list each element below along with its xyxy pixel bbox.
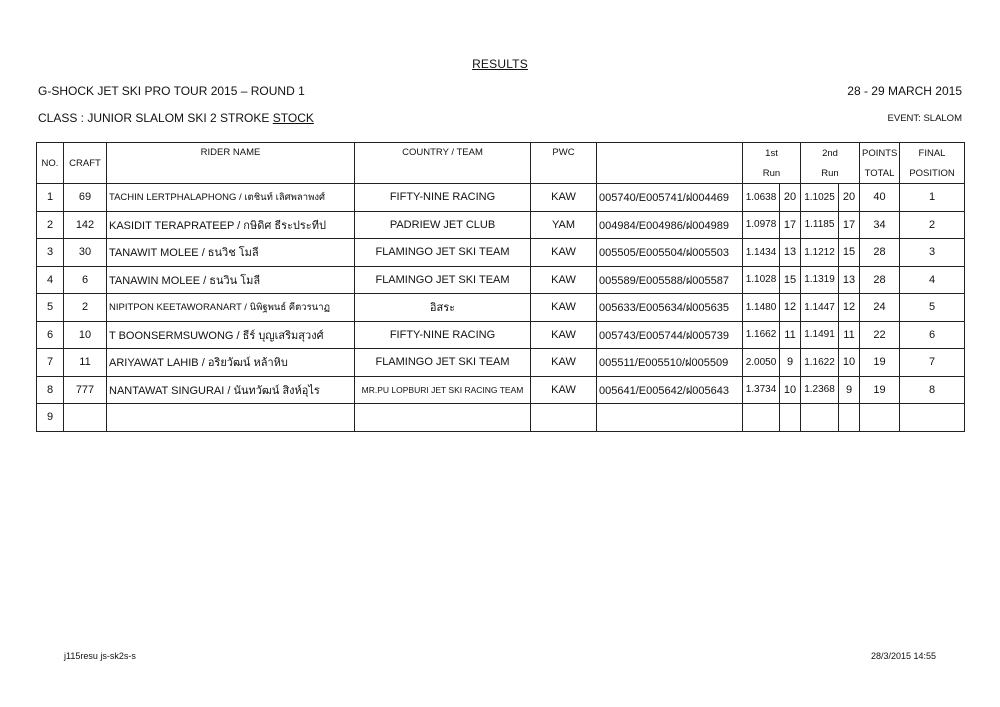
- pwc-brand: [531, 404, 597, 432]
- run1-time: 1.0638: [743, 184, 780, 212]
- page-title: RESULTS: [472, 57, 528, 71]
- header-no: NO.: [37, 143, 64, 184]
- header-final: FINAL: [900, 143, 965, 164]
- craft-number: 6: [64, 266, 107, 294]
- event-type: EVENT: SLALOM: [887, 113, 962, 124]
- registration-numbers: 005511/E005510/ฝ005509: [597, 349, 743, 377]
- header-craft: CRAFT: [64, 143, 107, 184]
- run2-points: 11: [839, 321, 860, 349]
- pwc-brand: KAW: [531, 321, 597, 349]
- pwc-brand: KAW: [531, 266, 597, 294]
- final-position: 1: [900, 184, 965, 212]
- rider-name: KASIDIT TERAPRATEEP / กษิดิศ ธีระประทีป: [107, 211, 355, 239]
- header-final-sub: POSITION: [900, 163, 965, 184]
- row-number: 8: [37, 376, 64, 404]
- table-row: [37, 294, 965, 322]
- pwc-brand: YAM: [531, 211, 597, 239]
- run1-points: 11: [780, 321, 801, 349]
- header-points-sub: TOTAL: [860, 163, 900, 184]
- craft-number: [64, 404, 107, 432]
- header-run2-sub: Run: [801, 163, 860, 184]
- points-total: 28: [860, 239, 900, 267]
- points-total: 40: [860, 184, 900, 212]
- points-total: 24: [860, 294, 900, 322]
- run2-points: 15: [839, 239, 860, 267]
- run2-time: [801, 404, 839, 432]
- header-pwc: PWC: [531, 143, 597, 184]
- footer-timestamp: 28/3/2015 14:55: [870, 651, 936, 661]
- run2-time: 1.2368: [801, 376, 839, 404]
- country-team: MR.PU LOPBURI JET SKI RACING TEAM: [355, 376, 531, 404]
- table-row: [37, 266, 965, 294]
- run2-points: 10: [839, 349, 860, 377]
- run1-points: 12: [780, 294, 801, 322]
- registration-numbers: 005633/E005634/ฝ005635: [597, 294, 743, 322]
- points-total: 22: [860, 321, 900, 349]
- final-position: 6: [900, 321, 965, 349]
- header-country-team: COUNTRY / TEAM: [355, 143, 531, 184]
- run1-time: 1.1480: [743, 294, 780, 322]
- final-position: 5: [900, 294, 965, 322]
- craft-number: 777: [64, 376, 107, 404]
- run1-points: 10: [780, 376, 801, 404]
- run1-points: [780, 404, 801, 432]
- craft-number: 30: [64, 239, 107, 267]
- registration-numbers: 005589/E005588/ฝ005587: [597, 266, 743, 294]
- country-team: [355, 404, 531, 432]
- run2-time: 1.1212: [801, 239, 839, 267]
- run1-points: 15: [780, 266, 801, 294]
- footer-file-code: j115resu js-sk2s-s: [64, 651, 136, 661]
- event-dates: 28 - 29 MARCH 2015: [847, 84, 962, 98]
- craft-number: 2: [64, 294, 107, 322]
- table-row: [37, 321, 965, 349]
- run2-time: 1.1185: [801, 211, 839, 239]
- row-number: 1: [37, 184, 64, 212]
- craft-number: 69: [64, 184, 107, 212]
- results-table: [36, 142, 965, 432]
- registration-numbers: 005740/E005741/ฝ004469: [597, 184, 743, 212]
- country-team: FLAMINGO JET SKI TEAM: [355, 266, 531, 294]
- run1-time: 1.1662: [743, 321, 780, 349]
- run1-points: 9: [780, 349, 801, 377]
- table-header: [37, 143, 965, 184]
- points-total: 34: [860, 211, 900, 239]
- run2-time: 1.1025: [801, 184, 839, 212]
- run2-time: 1.1622: [801, 349, 839, 377]
- run1-points: 17: [780, 211, 801, 239]
- run2-points: 17: [839, 211, 860, 239]
- run1-time: 1.1434: [743, 239, 780, 267]
- row-number: 9: [37, 404, 64, 432]
- table-row: [37, 239, 965, 267]
- run1-points: 13: [780, 239, 801, 267]
- event-name: G-SHOCK JET SKI PRO TOUR 2015 – ROUND 1: [38, 84, 305, 98]
- final-position: 3: [900, 239, 965, 267]
- run1-time: 1.0978: [743, 211, 780, 239]
- rider-name: T BOONSERMSUWONG / ธีร์ บุญเสริมสุวงศ์: [107, 321, 355, 349]
- header-run2: 2nd: [801, 143, 860, 164]
- registration-numbers: 005505/E005504/ฝ005503: [597, 239, 743, 267]
- run1-time: 2.0050: [743, 349, 780, 377]
- header-rider-name: RIDER NAME: [107, 143, 355, 184]
- table-row: [37, 404, 965, 432]
- rider-name: ARIYAWAT LAHIB / อริยวัฒน์ หล้าหิบ: [107, 349, 355, 377]
- craft-number: 10: [64, 321, 107, 349]
- run2-points: 20: [839, 184, 860, 212]
- pwc-brand: KAW: [531, 294, 597, 322]
- table-row: [37, 211, 965, 239]
- craft-number: 142: [64, 211, 107, 239]
- run1-time: 1.3734: [743, 376, 780, 404]
- pwc-brand: KAW: [531, 376, 597, 404]
- points-total: 19: [860, 349, 900, 377]
- rider-name: TANAWIN MOLEE / ธนวิน โมลี: [107, 266, 355, 294]
- rider-name: [107, 404, 355, 432]
- table-row: [37, 349, 965, 377]
- run2-time: 1.1319: [801, 266, 839, 294]
- header-run1: 1st: [743, 143, 801, 164]
- registration-numbers: 005641/E005642/ฝ005643: [597, 376, 743, 404]
- pwc-brand: KAW: [531, 239, 597, 267]
- run1-points: 20: [780, 184, 801, 212]
- registration-numbers: 005743/E005744/ฝ005739: [597, 321, 743, 349]
- table-row: [37, 376, 965, 404]
- craft-number: 11: [64, 349, 107, 377]
- country-team: PADRIEW JET CLUB: [355, 211, 531, 239]
- run2-points: 9: [839, 376, 860, 404]
- registration-numbers: 004984/E004986/ฝ004989: [597, 211, 743, 239]
- rider-name: TANAWIT MOLEE / ธนวิช โมลี: [107, 239, 355, 267]
- country-team: FIFTY-NINE RACING: [355, 321, 531, 349]
- run2-time: 1.1491: [801, 321, 839, 349]
- rider-name: NANTAWAT SINGURAI / นันทวัฒน์ สิงห์อุไร: [107, 376, 355, 404]
- row-number: 2: [37, 211, 64, 239]
- pwc-brand: KAW: [531, 349, 597, 377]
- final-position: 7: [900, 349, 965, 377]
- table-body: [37, 184, 965, 432]
- header-run1-sub: Run: [743, 163, 801, 184]
- class-prefix: CLASS : JUNIOR SLALOM SKI 2 STROKE: [38, 111, 270, 125]
- points-total: 19: [860, 376, 900, 404]
- country-team: FLAMINGO JET SKI TEAM: [355, 349, 531, 377]
- run1-time: [743, 404, 780, 432]
- run2-points: 12: [839, 294, 860, 322]
- country-team: อิสระ: [355, 294, 531, 322]
- run2-time: 1.1447: [801, 294, 839, 322]
- points-total: [860, 404, 900, 432]
- registration-numbers: [597, 404, 743, 432]
- country-team: FIFTY-NINE RACING: [355, 184, 531, 212]
- row-number: 6: [37, 321, 64, 349]
- rider-name: NIPITPON KEETAWORANART / นิพิฐพนธ์ คีตวรนาฏ: [107, 294, 355, 322]
- row-number: 7: [37, 349, 64, 377]
- final-position: [900, 404, 965, 432]
- header-registration: [597, 143, 743, 184]
- pwc-brand: KAW: [531, 184, 597, 212]
- row-number: 5: [37, 294, 64, 322]
- run2-points: [839, 404, 860, 432]
- header-points: POINTS: [860, 143, 900, 164]
- final-position: 2: [900, 211, 965, 239]
- run2-points: 13: [839, 266, 860, 294]
- final-position: 4: [900, 266, 965, 294]
- table-row: [37, 184, 965, 212]
- country-team: FLAMINGO JET SKI TEAM: [355, 239, 531, 267]
- final-position: 8: [900, 376, 965, 404]
- row-number: 4: [37, 266, 64, 294]
- class-stock: STOCK: [272, 111, 314, 125]
- row-number: 3: [37, 239, 64, 267]
- class-line: [38, 111, 314, 125]
- run1-time: 1.1028: [743, 266, 780, 294]
- rider-name: TACHIN LERTPHALAPHONG / เตชินท์ เลิศพลาพงศ์: [107, 184, 355, 212]
- points-total: 28: [860, 266, 900, 294]
